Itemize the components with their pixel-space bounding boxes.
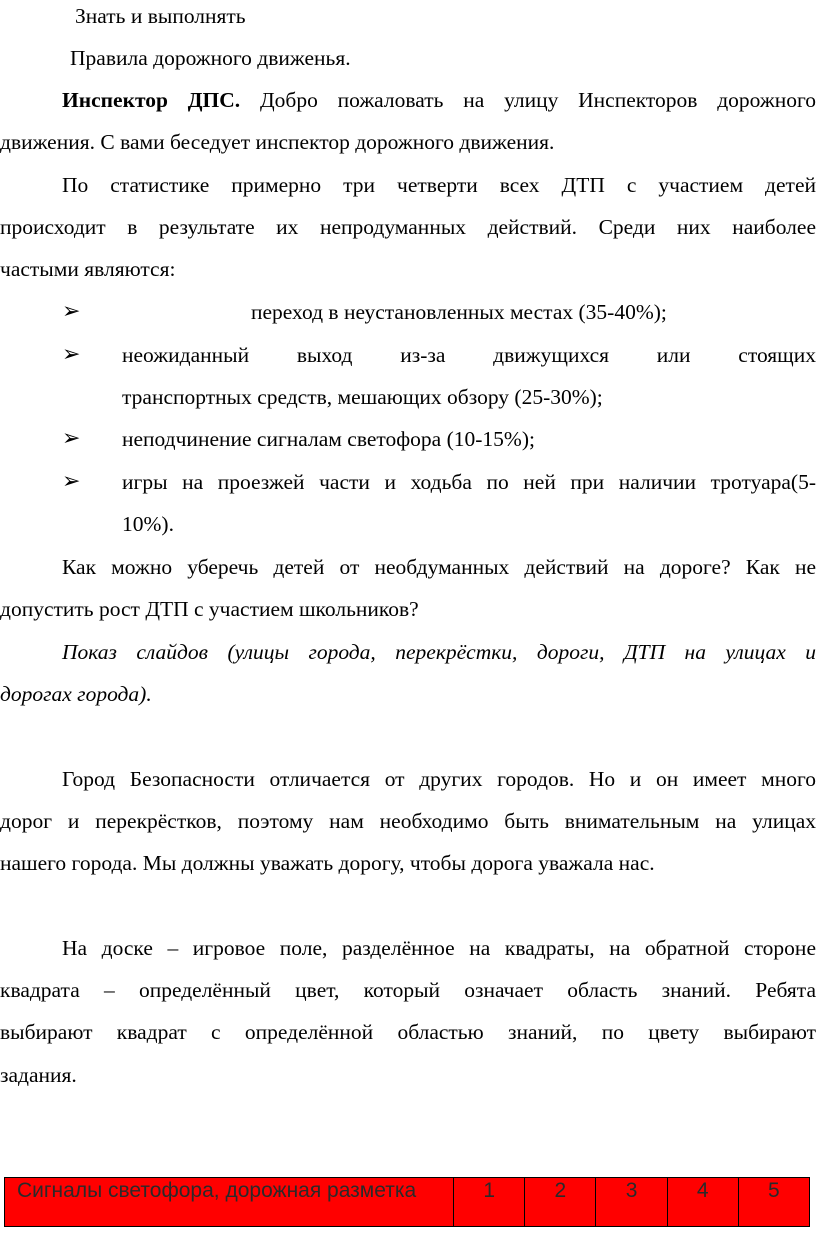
intro-text-a: Добро пожаловать на улицу Инспекторов дорожного	[259, 88, 816, 112]
list-item: неожиданный выход из-за движущихся или стоящих	[122, 343, 816, 367]
list-item-continuation: 10%).	[122, 512, 174, 536]
list-item-continuation: транспортных средств, мешающих обзору (25-30%);	[122, 385, 603, 409]
city-line-2: дорог и перекрёстков, поэтому нам необходимо быть внимательным на улицах	[0, 809, 816, 833]
arrow-bullet-icon: ➢	[62, 469, 81, 494]
question-line-1: Как можно уберечь детей от необдуманных действий на дороге? Как не	[62, 555, 816, 579]
list-item: игры на проезжей части и ходьба по ней при наличии тротуара(5-	[122, 470, 816, 494]
speaker-label: Инспектор ДПС.	[62, 88, 241, 112]
game-table	[4, 1177, 810, 1227]
table-row	[5, 1178, 810, 1227]
list-item: неподчинение сигналам светофора (10-15%);	[122, 427, 535, 451]
board-line-4: задания.	[0, 1063, 77, 1087]
city-line-3: нашего города. Мы должны уважать дорогу, чтобы дорога уважала нас.	[0, 851, 655, 875]
poem-line-1: Знать и выполнять	[75, 4, 246, 28]
intro-text-b: движения. С вами беседует инспектор дорожного движения.	[0, 130, 555, 154]
board-line-3: выбирают квадрат с определённой областью знаний, по цвету выбирают	[0, 1020, 816, 1044]
board-line-1: На доске – игровое поле, разделённое на квадраты, на обратной стороне	[62, 936, 816, 960]
table-cell-1[interactable]: 1	[454, 1178, 525, 1227]
table-cell-4[interactable]: 4	[667, 1178, 738, 1227]
list-item: переход в неустановленных местах (35-40%);	[251, 300, 667, 324]
arrow-bullet-icon: ➢	[62, 426, 81, 451]
city-line-1: Город Безопасности отличается от других городов. Но и он имеет много	[62, 767, 816, 791]
table-cell-5[interactable]: 5	[738, 1178, 809, 1227]
table-cell-3[interactable]: 3	[596, 1178, 667, 1227]
slides-note-line-1: Показ слайдов (улицы города, перекрёстки, дороги, ДТП на улицах и	[62, 640, 816, 664]
statistics-line-3: частыми являются:	[0, 257, 176, 281]
question-line-2: допустить рост ДТП с участием школьников?	[0, 597, 419, 621]
statistics-line-2: происходит в результате их непродуманных действий. Среди них наиболее	[0, 215, 816, 239]
arrow-bullet-icon: ➢	[62, 342, 81, 367]
slides-note-line-2: дорогах города).	[0, 682, 152, 706]
statistics-line-1: По статистике примерно три четверти всех ДТП с участием детей	[62, 173, 816, 197]
table-category-cell: Сигналы светофора, дорожная разметка	[5, 1178, 454, 1227]
arrow-bullet-icon: ➢	[62, 299, 81, 324]
poem-line-2: Правила дорожного движенья.	[70, 46, 351, 70]
board-line-2: квадрата – определённый цвет, который означает область знаний. Ребята	[0, 978, 816, 1002]
table-cell-2[interactable]: 2	[525, 1178, 596, 1227]
